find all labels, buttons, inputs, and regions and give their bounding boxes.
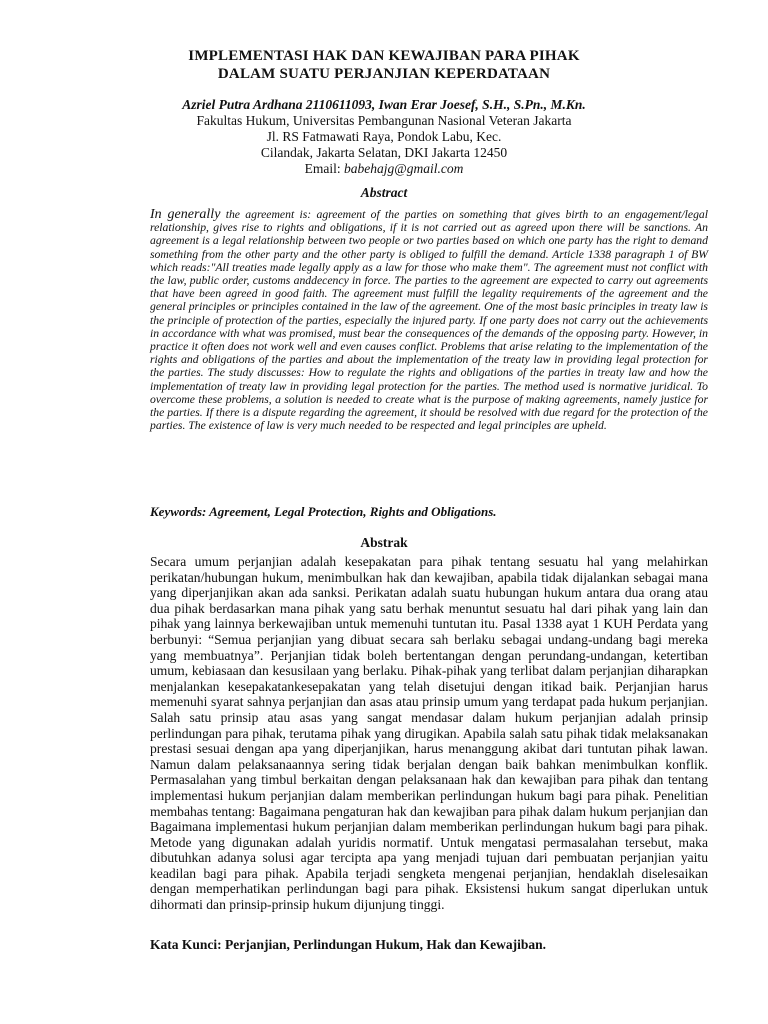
title-line-1: IMPLEMENTASI HAK DAN KEWAJIBAN PARA PIHAK [188, 48, 580, 64]
abstract-lead: In generally [150, 207, 221, 222]
author-affiliation: Fakultas Hukum, Universitas Pembangunan Nasional Veteran Jakarta [196, 113, 572, 128]
abstract-english [150, 208, 708, 432]
author-email-line [80, 161, 688, 177]
keywords-english: Keywords: Agreement, Legal Protection, Rights and Obligations. [150, 504, 497, 519]
paper-title [80, 47, 688, 83]
author-block [80, 97, 688, 177]
abstrak-indonesian: Secara umum perjanjian adalah kesepakatan para pihak tentang sesuatu hal yang melahirkan perikatan/hubungan hukum, menimbulkan hak dan kewajiban, apabila tidak dijalankan sebagai mana yang diperjanjikan akan ada sanksi. Perikatan adalah suatu hubungan hukum antara dua orang atau dua pihak berdasarkan mana pihak yang satu berhak menuntut sesuatu hal dari pihak yang lain dan pihak yang lainnya berkewajiban untuk memenuhi tuntutan itu. Pasal 1338 ayat 1 KUH Perdata yang berbunyi: “Semua perjanjian yang dibuat secara sah berlaku sebagai undang-undang bagi mereka yang membuatnya”. Perjanjian tidak boleh bertentangan dengan perundang-undangan, ketertiban umum, kebiasaan dan kesusilaan yang berlaku. Pihak-pihak yang terlibat dalam perjanjian diharapkan menjalankan kesepakatankesepakatan yang telah disetujui dengan itikad baik. Perjanjian harus memenuhi syarat sahnya perjanjian dan asas atau prinsip umum yang terdapat pada hukum perjanjian. Salah satu prinsip atau asas yang sangat mendasar dalam hukum perjanjian adalah prinsip perlindungan para pihak, terutama pihak yang dirugikan. Apabila salah satu pihak tidak melaksanakan prestasi sesuai dengan apa yang diperjanjikan, harus menanggung akibat dari tuntutan pihak lawan. Namun dalam pelaksanaannya sering tidak berjalan dengan baik bahkan menimbulkan konflik. Permasalahan yang timbul berkaitan dengan pelaksanaan hak dan kewajiban para pihak dan tentang implementasi hukum perjanjian dalam memberikan perlindungan hukum bagi para pihak. Penelitian membahas tentang: Bagaimana pengaturan hak dan kewajiban para pihak dalam hukum perjanjian dan Bagaimana implementasi hukum perjanjian dalam memberikan perlindungan hukum bagi para pihak. Metode yang digunakan adalah yuridis normatif. Untuk mengatasi permasalahan tersebut, maka dibutuhkan adanya solusi agar tercipta apa yang menjadi tujuan dari pembuatan perjanjian yaitu keadilan bagi para pihak. Apabila terjadi sengketa mengenai perjanjian, hendaklah diselesaikan dengan memperhatikan perlindungan bagi para pihak. Eksistensi hukum sangat diperlukan untuk dihormati dan prinsip-prinsip hukum dijunjung tinggi. [150, 554, 708, 913]
abstrak-heading: Abstrak [360, 535, 408, 550]
abstract-heading: Abstract [360, 185, 408, 200]
author-address-line-1: Jl. RS Fatmawati Raya, Pondok Labu, Kec. [266, 129, 502, 144]
email-label: Email: [304, 161, 345, 176]
author-address-line-2: Cilandak, Jakarta Selatan, DKI Jakarta 12450 [260, 145, 508, 160]
author-names: Azriel Putra Ardhana 2110611093, Iwan Erar Joesef, S.H., S.Pn., M.Kn. [182, 97, 586, 112]
keywords-indonesian: Kata Kunci: Perjanjian, Perlindungan Hukum, Hak dan Kewajiban. [150, 937, 547, 952]
email-address: babehajg@gmail.com [344, 161, 464, 176]
abstract-body: the agreement is: agreement of the parties on something that gives birth to an engagement/legal relationship, gives rise to rights and obligations, if it is not carried out as agreed upon there will be sanctions. An agreement is a legal relationship between two people or two parties based on which one party has the right to demand something from the other party and the other party is obliged to fulfill the demand. Article 1338 paragraph 1 of BW which reads:"All treaties made legally apply as a law for those who make them". The agreement must not conflict with the law, public order, customs anddecency in force. The parties to the agreement are expected to carry out agreements that have been agreed in good faith. The agreement must fulfill the legality requirements of the agreement and the general principles or principles contained in the law of the agreement. One of the most basic principles in treaty law is the principle of protection of the parties, especially the injured party. If one party does not carry out the achievements in accordance with what was promised, must bear the consequences of the demands of the opposing party. However, in practice it often does not work well and even causes conflict. Problems that arise relating to the implementation of the rights and obligations of the parties and about the implementation of the treaty law in providing legal protection for the parties. The study discusses: How to regulate the rights and obligations of the parties in treaty law and how the implementation of treaty law in providing legal protection for the parties. The method used is normative juridical. To overcome these problems, a solution is needed to create what is the purpose of making agreements, namely justice for the parties. If there is a dispute regarding the agreement, it should be resolved with due regard for the protection of the parties. The existence of law is very much needed to be respected and legal principles are upheld. [150, 208, 709, 433]
title-line-2: DALAM SUATU PERJANJIAN KEPERDATAAN [217, 66, 551, 82]
